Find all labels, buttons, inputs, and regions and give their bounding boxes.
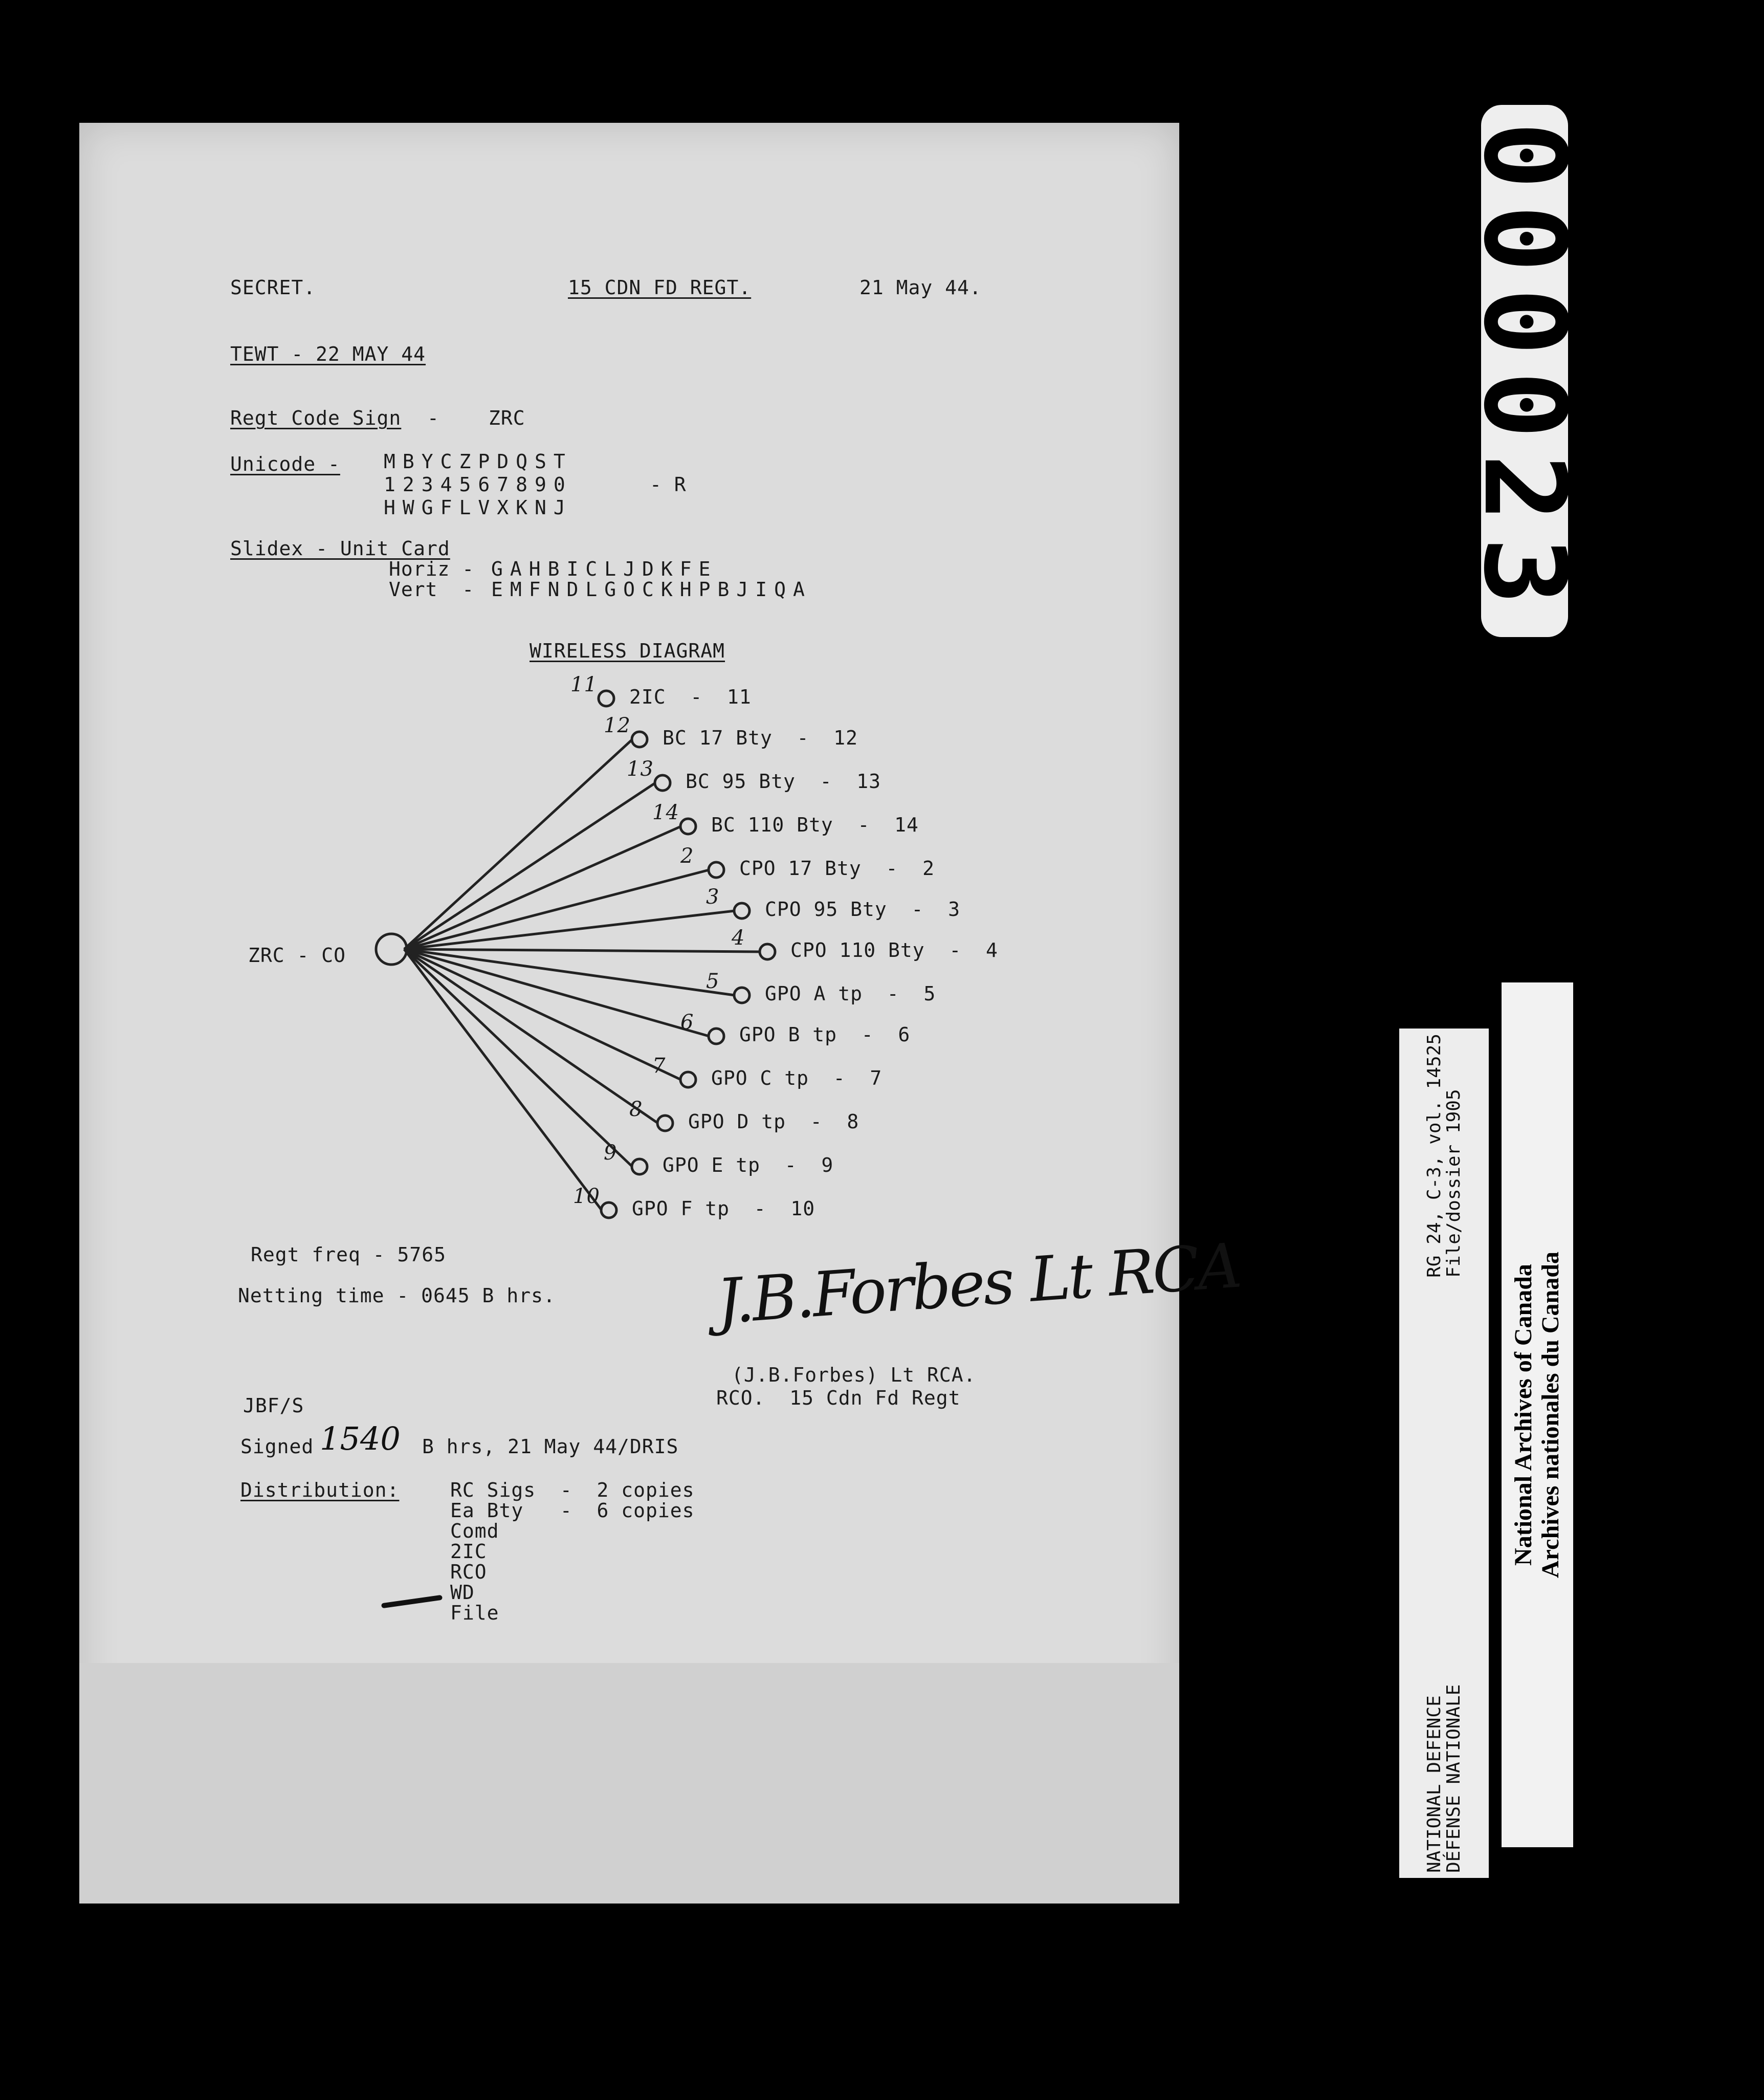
netting-time: Netting time - 0645 B hrs. <box>238 1284 556 1307</box>
node-handwritten-number: 2 <box>680 844 694 868</box>
station-node <box>680 1072 696 1087</box>
node-label: BC 17 Bty - 12 <box>663 727 858 749</box>
regt-freq: Regt freq - 5765 <box>251 1243 447 1266</box>
unicode-row-letters: MBYCZPDQST <box>384 450 572 473</box>
node-label: CPO 95 Bty - 3 <box>765 898 961 921</box>
station-node <box>734 988 749 1003</box>
station-node <box>657 1115 673 1131</box>
node-handwritten-number: 3 <box>706 885 720 909</box>
node-label: CPO 17 Bty - 2 <box>739 857 935 880</box>
dept-fr: DÉFENSE NATIONALE <box>1443 1684 1464 1873</box>
distribution-line: RCO <box>450 1561 487 1583</box>
node-label: GPO B tp - 6 <box>739 1023 911 1046</box>
document-date: 21 May 44. <box>859 276 982 299</box>
signatory-name: (J.B.Forbes) Lt RCA. <box>732 1364 976 1386</box>
signed-suffix: B hrs, 21 May 44/DRIS <box>422 1435 679 1458</box>
slidex-horiz-label: Horiz - <box>389 558 475 580</box>
node-label: GPO C tp - 7 <box>711 1067 883 1089</box>
node-label: 2IC - 11 <box>629 686 752 708</box>
distribution-line: RC Sigs - 2 copies <box>450 1479 695 1501</box>
archives-name-label <box>1502 982 1573 1847</box>
node-handwritten-number: 9 <box>604 1141 618 1165</box>
archives-name-fr: Archives nationales du Canada <box>1537 1252 1564 1578</box>
code-sign-label: Regt Code Sign <box>230 407 402 429</box>
station-node <box>599 691 614 706</box>
distribution-label: Distribution: <box>240 1479 400 1501</box>
unit-name: 15 CDN FD REGT. <box>568 276 752 299</box>
station-node <box>632 1159 647 1174</box>
node-handwritten-number: 4 <box>732 926 745 950</box>
document-title: TEWT - 22 MAY 44 <box>230 343 426 365</box>
classification: SECRET. <box>230 276 316 299</box>
distribution-line: WD <box>450 1581 475 1604</box>
node-handwritten-number: 13 <box>627 757 654 781</box>
node-handwritten-number: 7 <box>652 1054 666 1078</box>
link-line <box>404 949 658 1123</box>
node-handwritten-number: 11 <box>570 673 598 696</box>
link-line <box>404 739 632 949</box>
node-handwritten-number: 5 <box>706 970 720 993</box>
frame-number: 000023 <box>1459 121 1590 621</box>
file-number: File/dossier 1905 <box>1443 1089 1464 1278</box>
node-handwritten-number: 12 <box>604 714 631 737</box>
unicode-row-digits: 1234567890 <box>384 473 572 496</box>
slidex-vert-value: EMFNDLGOCKHPBJIQA <box>491 578 812 601</box>
distribution-line: Comd <box>450 1520 499 1542</box>
code-sign-value: ZRC <box>489 407 525 429</box>
reference: JBF/S <box>243 1394 304 1417</box>
hub-label: ZRC - CO <box>248 944 346 967</box>
signed-label: Signed <box>240 1435 314 1458</box>
unicode-row-letters-2: HWGFLVXKNJ <box>384 496 572 519</box>
station-node <box>655 775 670 791</box>
node-label: GPO A tp - 5 <box>765 982 936 1005</box>
node-handwritten-number: 10 <box>573 1185 600 1208</box>
unicode-row-suffix: - R <box>650 473 687 496</box>
archive-reference-label <box>1399 1029 1489 1878</box>
station-node <box>709 1029 724 1044</box>
node-label: GPO E tp - 9 <box>663 1154 834 1176</box>
archives-name-en: National Archives of Canada <box>1510 1264 1537 1566</box>
station-node <box>680 819 696 834</box>
record-group: RG 24, C-3, vol. 14525 <box>1423 1034 1445 1278</box>
station-node <box>734 903 749 918</box>
code-sign-dash: - <box>427 407 439 429</box>
node-label: GPO F tp - 10 <box>632 1197 815 1220</box>
node-handwritten-number: 6 <box>680 1011 694 1034</box>
node-label: BC 95 Bty - 13 <box>686 770 881 793</box>
distribution-line: Ea Bty - 6 copies <box>450 1499 695 1522</box>
station-node <box>709 862 724 878</box>
signatory-role: RCO. 15 Cdn Fd Regt <box>716 1387 961 1409</box>
dept-en: NATIONAL DEFENCE <box>1423 1695 1445 1873</box>
signed-handwritten-time: 1540 <box>320 1420 401 1457</box>
diagram-title: WIRELESS DIAGRAM <box>530 640 725 662</box>
unicode-label: Unicode - <box>230 453 340 475</box>
node-label: GPO D tp - 8 <box>688 1110 859 1133</box>
frame-number-tab <box>1459 105 1590 637</box>
hub-node <box>376 934 407 965</box>
link-line <box>404 949 602 1210</box>
distribution-line: 2IC <box>450 1540 487 1563</box>
station-node <box>632 732 647 747</box>
slidex-vert-label: Vert - <box>389 578 475 601</box>
node-label: CPO 110 Bty - 4 <box>790 939 998 961</box>
node-label: BC 110 Bty - 14 <box>711 814 919 836</box>
station-node <box>601 1202 616 1218</box>
station-node <box>760 944 775 959</box>
slidex-label: Slidex - Unit Card <box>230 537 450 560</box>
slidex-horiz-value: GAHBICLJDKFE <box>491 558 718 580</box>
link-line <box>404 949 760 952</box>
node-handwritten-number: 14 <box>652 801 679 824</box>
handwritten-signature: J.B.Forbes Lt RCA <box>714 1230 1242 1338</box>
distribution-line: File <box>450 1602 499 1624</box>
node-handwritten-number: 8 <box>629 1098 643 1121</box>
